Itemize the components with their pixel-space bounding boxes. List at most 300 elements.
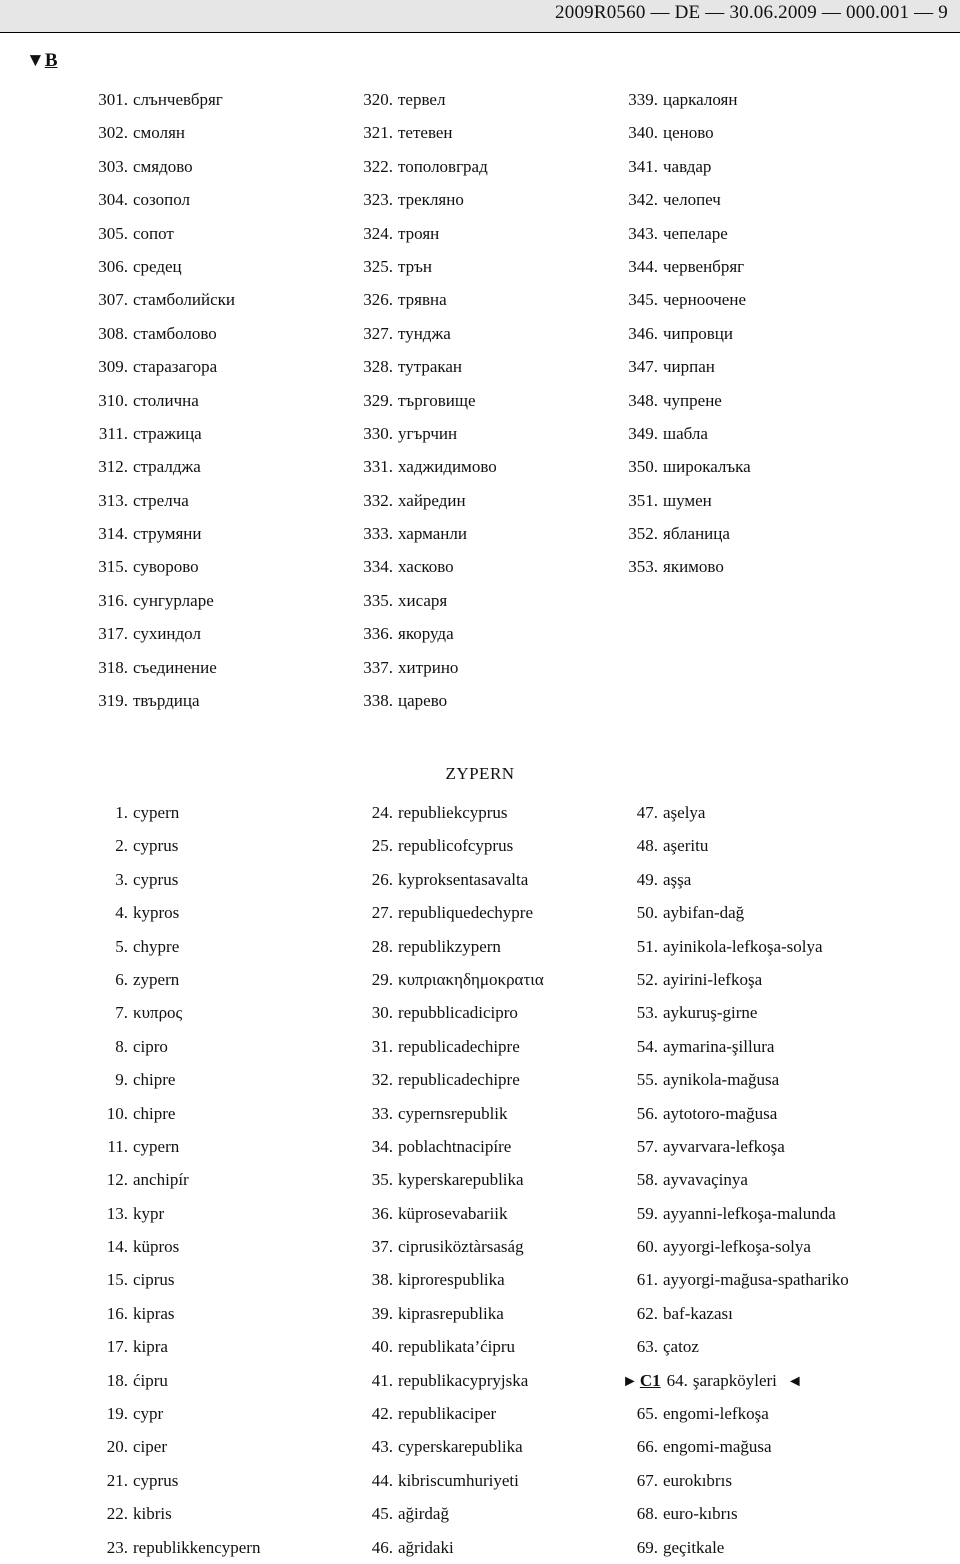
item-number: 8.	[115, 1036, 128, 1056]
item-name: ябланица	[663, 524, 730, 544]
item-name: хасково	[398, 557, 454, 577]
list-item	[357, 930, 627, 963]
item-number: 22.	[106, 1504, 128, 1524]
item-number: 30.	[371, 1003, 393, 1023]
item-name: якимово	[663, 557, 724, 577]
item-name: якоруда	[398, 624, 454, 644]
list-item	[92, 350, 362, 383]
list-item	[92, 83, 362, 116]
item-number: 344.	[628, 256, 658, 276]
item-name: kibriscumhuriyeti	[398, 1470, 519, 1490]
item-number: 2.	[115, 836, 128, 856]
item-number: 319.	[98, 691, 128, 711]
item-number: 19.	[106, 1404, 128, 1424]
item-name: cypernsrepublik	[398, 1103, 508, 1123]
item-number: 41.	[371, 1370, 393, 1390]
item-number: 24.	[371, 803, 393, 822]
list-item	[357, 1297, 627, 1330]
item-name: aşşa	[663, 869, 692, 889]
item-name: тутракан	[398, 357, 463, 377]
zypern-list-column-3	[622, 796, 892, 1564]
item-number: 307.	[98, 290, 128, 310]
item-name: трън	[398, 256, 433, 276]
list-item	[92, 1330, 362, 1363]
list-item	[622, 83, 892, 116]
item-number: 316.	[98, 590, 128, 610]
document-header	[0, 0, 960, 33]
item-name: тервел	[398, 90, 446, 109]
item-number: 353.	[628, 557, 658, 577]
list-item	[622, 963, 892, 996]
item-number: 321.	[363, 123, 393, 143]
item-name: чупрене	[663, 390, 722, 410]
item-name: cypern	[133, 1136, 180, 1156]
item-name: poblachtnacipíre	[398, 1136, 512, 1156]
item-number: 337.	[363, 657, 393, 677]
item-number: 334.	[363, 557, 393, 577]
item-number: 25.	[371, 836, 393, 856]
list-item	[622, 863, 892, 896]
item-name: черноочене	[663, 290, 746, 310]
item-number: 10.	[106, 1103, 128, 1123]
list-item	[622, 1531, 892, 1564]
item-number: 323.	[363, 190, 393, 210]
item-number: 67.	[636, 1470, 658, 1490]
list-item	[622, 1030, 892, 1063]
item-name: cipro	[133, 1036, 168, 1056]
item-number: 345.	[628, 290, 658, 310]
list-item	[357, 1197, 627, 1230]
item-number: 51.	[636, 936, 658, 956]
item-name: ćipru	[133, 1370, 168, 1390]
item-name: kypros	[133, 903, 180, 923]
item-name: сопот	[133, 223, 174, 243]
item-name: çatoz	[663, 1337, 699, 1357]
list-item	[357, 417, 627, 450]
item-number: 330.	[363, 423, 393, 443]
list-item	[92, 1364, 362, 1397]
item-number: 347.	[628, 357, 658, 377]
item-number: 36.	[371, 1203, 393, 1223]
item-name: ağirdağ	[398, 1504, 449, 1524]
triangle-left-icon: ◄	[786, 1372, 803, 1390]
item-number: 329.	[363, 390, 393, 410]
list-item	[357, 350, 627, 383]
list-item	[357, 1097, 627, 1130]
list-item	[622, 417, 892, 450]
list-item	[622, 217, 892, 250]
list-item	[92, 896, 362, 929]
item-number: 66.	[636, 1437, 658, 1457]
item-name: средец	[133, 256, 182, 276]
item-number: 44.	[371, 1470, 393, 1490]
document-reference: 2009R0560 — DE — 30.06.2009 — 000.001 — 9	[555, 2, 948, 23]
item-number: 350.	[628, 457, 658, 477]
item-number: 320.	[363, 90, 393, 109]
item-number: 28.	[371, 936, 393, 956]
item-number: 21.	[106, 1470, 128, 1490]
list-item	[357, 1464, 627, 1497]
item-number: 324.	[363, 223, 393, 243]
item-name: стрелча	[133, 490, 189, 510]
item-name: küpros	[133, 1237, 180, 1257]
item-name: republicofcyprus	[398, 836, 514, 856]
item-number: 312.	[98, 457, 128, 477]
item-number: 333.	[363, 524, 393, 544]
item-name: столична	[133, 390, 199, 410]
list-item	[622, 1397, 892, 1430]
triangle-right-icon: ►	[622, 1372, 638, 1390]
item-name: търговище	[398, 390, 476, 410]
list-item	[92, 1230, 362, 1263]
item-number: 47.	[636, 803, 658, 822]
item-name: челопеч	[663, 190, 721, 210]
item-name: шумен	[663, 490, 712, 510]
item-name: ayvavaçinya	[663, 1170, 748, 1190]
list-item	[92, 450, 362, 483]
item-name: слънчевбряг	[133, 90, 223, 109]
item-name: ağridaki	[398, 1537, 454, 1557]
item-name: κυπρος	[133, 1003, 183, 1023]
item-name: чипровци	[663, 323, 733, 343]
item-name: смядово	[133, 156, 193, 176]
list-item	[92, 1464, 362, 1497]
item-name: стамболийски	[133, 290, 235, 310]
zypern-list-column-2	[357, 796, 627, 1564]
item-name: хисаря	[398, 590, 448, 610]
item-name: сухиндол	[133, 624, 201, 644]
item-name: ciprusiköztàrsaság	[398, 1237, 524, 1257]
item-name: съединение	[133, 657, 217, 677]
item-number: 351.	[628, 490, 658, 510]
item-name: kiprasrepublika	[398, 1303, 504, 1323]
item-name: chipre	[133, 1070, 176, 1090]
list-item	[622, 1197, 892, 1230]
list-item	[357, 1531, 627, 1564]
list-item	[357, 617, 627, 650]
list-item	[357, 684, 627, 717]
item-name: сунгурларе	[133, 590, 214, 610]
item-name: стражица	[133, 423, 202, 443]
item-number: 5.	[115, 936, 128, 956]
item-name: cyperskarepublika	[398, 1437, 523, 1457]
item-name: cyprus	[133, 836, 179, 856]
item-number: 34.	[371, 1136, 393, 1156]
item-number: 315.	[98, 557, 128, 577]
list-item	[92, 1030, 362, 1063]
item-number: 61.	[636, 1270, 658, 1290]
item-name: ayyanni-lefkoşa-malunda	[663, 1203, 836, 1223]
list-item	[357, 217, 627, 250]
item-number: 309.	[98, 357, 128, 377]
item-number: 39.	[371, 1303, 393, 1323]
item-name: kibris	[133, 1504, 172, 1524]
item-number: 310.	[98, 390, 128, 410]
item-number: 348.	[628, 390, 658, 410]
list-item	[622, 930, 892, 963]
list-item	[622, 150, 892, 183]
list-item	[622, 1063, 892, 1096]
list-item	[622, 1163, 892, 1196]
list-item	[357, 651, 627, 684]
list-item	[622, 384, 892, 417]
item-name: струмяни	[133, 524, 202, 544]
item-name: republikzypern	[398, 936, 501, 956]
bulgaria-list-column-3	[622, 83, 892, 584]
list-item	[357, 1497, 627, 1530]
item-name: eurokıbrıs	[663, 1470, 732, 1490]
item-name: aşeritu	[663, 836, 709, 856]
item-number: 26.	[371, 869, 393, 889]
item-number: 57.	[636, 1136, 658, 1156]
item-name: kipra	[133, 1337, 168, 1357]
item-number: 50.	[636, 903, 658, 923]
list-item	[622, 283, 892, 316]
list-item	[92, 150, 362, 183]
item-number: 331.	[363, 457, 393, 477]
list-item	[92, 863, 362, 896]
item-name: шабла	[663, 423, 708, 443]
item-number: 322.	[363, 156, 393, 176]
amendment-marker	[26, 50, 58, 72]
item-name: republikkencypern	[133, 1537, 261, 1557]
item-number: 59.	[636, 1203, 658, 1223]
list-item	[92, 417, 362, 450]
list-item	[357, 1330, 627, 1363]
list-item	[622, 1130, 892, 1163]
list-item	[622, 1297, 892, 1330]
list-item	[92, 1197, 362, 1230]
item-number: 45.	[371, 1504, 393, 1524]
item-number: 343.	[628, 223, 658, 243]
item-number: 55.	[636, 1070, 658, 1090]
item-number: 42.	[371, 1404, 393, 1424]
list-item	[357, 1163, 627, 1196]
zypern-list-column-1	[92, 796, 362, 1564]
item-number: 12.	[106, 1170, 128, 1190]
item-name: κυπριακηδημοκρατια	[398, 969, 544, 989]
item-number: 6.	[115, 969, 128, 989]
list-item	[357, 484, 627, 517]
item-number: 303.	[98, 156, 128, 176]
bulgaria-list-column-2	[357, 83, 627, 717]
item-number: 342.	[628, 190, 658, 210]
item-name: cypr	[133, 1404, 164, 1424]
list-item	[92, 1297, 362, 1330]
section-title-zypern: ZYPERN	[445, 764, 515, 783]
list-item	[357, 150, 627, 183]
item-number: 52.	[636, 969, 658, 989]
item-name: şarapköyleri	[692, 1370, 777, 1390]
item-number: 48.	[636, 836, 658, 856]
list-item	[357, 829, 627, 862]
item-name: чавдар	[663, 156, 712, 176]
item-name: старазагора	[133, 357, 218, 377]
item-name: aşelya	[663, 803, 706, 822]
item-name: republiekcyprus	[398, 803, 508, 822]
item-name: тетевен	[398, 123, 453, 143]
item-name: kyperskarepublika	[398, 1170, 524, 1190]
item-number: 31.	[371, 1036, 393, 1056]
item-name: тунджа	[398, 323, 451, 343]
item-number: 23.	[106, 1537, 128, 1557]
list-item	[92, 930, 362, 963]
list-item	[357, 796, 627, 829]
list-item	[357, 250, 627, 283]
list-item	[92, 1397, 362, 1430]
item-number: 69.	[636, 1537, 658, 1557]
item-name: republicadechipre	[398, 1070, 520, 1090]
list-item	[357, 1030, 627, 1063]
item-name: anchipír	[133, 1170, 189, 1190]
list-item	[92, 1163, 362, 1196]
item-name: engomi-lefkoşa	[663, 1404, 769, 1424]
list-item	[357, 584, 627, 617]
item-number: 11.	[107, 1136, 128, 1156]
list-item	[622, 116, 892, 149]
item-number: 335.	[363, 590, 393, 610]
item-name: repubblicadicipro	[398, 1003, 518, 1023]
list-item	[92, 283, 362, 316]
item-number: 13.	[106, 1203, 128, 1223]
item-number: 336.	[363, 624, 393, 644]
item-name: хаджидимово	[398, 457, 497, 477]
item-name: трекляно	[398, 190, 464, 210]
item-number: 17.	[106, 1337, 128, 1357]
list-item	[357, 1230, 627, 1263]
item-number: 318.	[98, 657, 128, 677]
item-name: суворово	[133, 557, 199, 577]
item-name: троян	[398, 223, 440, 243]
list-item	[357, 996, 627, 1029]
list-item	[622, 550, 892, 583]
item-name: kyproksentasavalta	[398, 869, 529, 889]
item-name: ценово	[663, 123, 714, 143]
item-number: 7.	[115, 1003, 128, 1023]
item-name: ciprus	[133, 1270, 175, 1290]
list-item	[92, 684, 362, 717]
item-number: 9.	[115, 1070, 128, 1090]
list-item	[92, 1263, 362, 1296]
item-number: 352.	[628, 524, 658, 544]
item-name: republiquedechypre	[398, 903, 533, 923]
list-item	[357, 1430, 627, 1463]
list-item	[357, 384, 627, 417]
list-item	[622, 1464, 892, 1497]
item-name: kiprorespublika	[398, 1270, 505, 1290]
list-item	[622, 1364, 892, 1397]
item-number: 40.	[371, 1337, 393, 1357]
item-name: тополовград	[398, 156, 488, 176]
item-number: 1.	[115, 803, 128, 822]
item-number: 65.	[636, 1404, 658, 1424]
list-item	[622, 350, 892, 383]
item-name: aybifan-dağ	[663, 903, 745, 923]
item-number: 27.	[371, 903, 393, 923]
list-item	[92, 384, 362, 417]
item-name: созопол	[133, 190, 191, 210]
item-number: 33.	[371, 1103, 393, 1123]
item-number: 341.	[628, 156, 658, 176]
corrigendum-ref: C1	[639, 1370, 661, 1390]
list-item	[92, 484, 362, 517]
item-name: republikaciper	[398, 1404, 497, 1424]
item-number: 346.	[628, 323, 658, 343]
item-number: 325.	[363, 256, 393, 276]
item-number: 305.	[98, 223, 128, 243]
item-number: 49.	[636, 869, 658, 889]
list-item	[622, 1097, 892, 1130]
list-item	[92, 1097, 362, 1130]
list-item	[622, 1230, 892, 1263]
item-number: 14.	[106, 1237, 128, 1257]
item-name: kipras	[133, 1303, 175, 1323]
item-number: 56.	[636, 1103, 658, 1123]
item-name: чепеларе	[663, 223, 728, 243]
item-number: 332.	[363, 490, 393, 510]
item-number: 338.	[363, 691, 393, 711]
item-number: 314.	[98, 524, 128, 544]
item-number: 302.	[98, 123, 128, 143]
list-item	[92, 796, 362, 829]
item-name: aykuruş-girne	[663, 1003, 758, 1023]
item-number: 60.	[636, 1237, 658, 1257]
item-name: cyprus	[133, 1470, 179, 1490]
list-item	[357, 116, 627, 149]
list-item	[92, 963, 362, 996]
item-number: 349.	[628, 423, 658, 443]
list-item	[92, 617, 362, 650]
item-name: euro-kıbrıs	[663, 1504, 738, 1524]
item-name: трявна	[398, 290, 447, 310]
item-name: aytotoro-mağusa	[663, 1103, 778, 1123]
list-item	[622, 1430, 892, 1463]
item-number: 4.	[115, 903, 128, 923]
item-name: küprosevabariik	[398, 1203, 508, 1223]
item-number: 304.	[98, 190, 128, 210]
item-name: чирпан	[663, 357, 715, 377]
list-item	[357, 550, 627, 583]
item-name: chipre	[133, 1103, 176, 1123]
item-name: ciper	[133, 1437, 167, 1457]
item-number: 20.	[106, 1437, 128, 1457]
item-number: 306.	[98, 256, 128, 276]
item-number: 313.	[98, 490, 128, 510]
list-item	[92, 651, 362, 684]
list-item	[357, 1364, 627, 1397]
item-number: 43.	[371, 1437, 393, 1457]
item-name: kypr	[133, 1203, 165, 1223]
list-item	[92, 829, 362, 862]
item-name: стралджа	[133, 457, 201, 477]
list-item	[357, 896, 627, 929]
list-item	[357, 1263, 627, 1296]
list-item	[622, 896, 892, 929]
item-name: ayirini-lefkoşa	[663, 969, 763, 989]
list-item	[622, 450, 892, 483]
item-name: харманли	[398, 524, 467, 544]
item-name: широкалъка	[663, 457, 751, 477]
item-name: твърдица	[133, 691, 200, 711]
item-name: cypern	[133, 803, 180, 822]
list-item	[92, 1531, 362, 1564]
list-item	[92, 317, 362, 350]
list-item	[92, 183, 362, 216]
list-item	[357, 1063, 627, 1096]
list-item	[92, 517, 362, 550]
list-item	[622, 250, 892, 283]
list-item	[92, 996, 362, 1029]
